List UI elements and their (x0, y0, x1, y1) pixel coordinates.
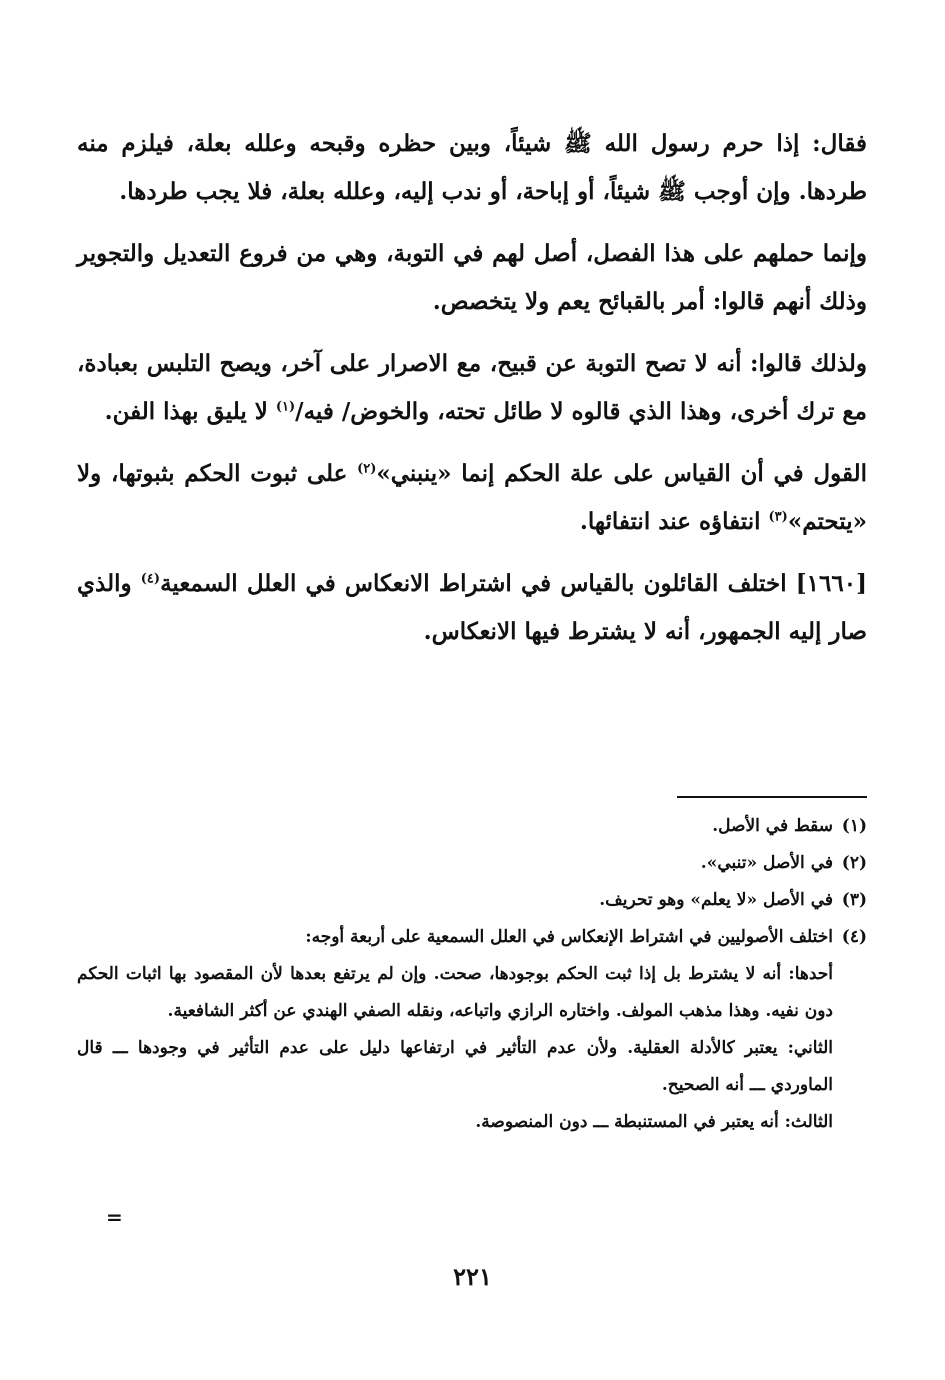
footnote-2 (77, 845, 867, 882)
footnotes (77, 808, 867, 1141)
footnote-ref-4: (٤) (140, 571, 161, 587)
footnote-separator (677, 796, 867, 798)
paragraph-4-text-b: على ثبوت الحكم بثبوتها، ولا «يتحتم» (77, 460, 867, 535)
footnote-4 (77, 919, 867, 956)
paragraph-3-text-b: لا يليق بهذا الفن. (104, 398, 276, 425)
main-text (77, 120, 867, 670)
paragraph-3-text-a: ولذلك قالوا: أنه لا تصح التوبة عن قبيح، مع الاصرار على آخر، ويصح التلبس بعبادة، مع ترك أخرى، وهذا الذي قالوه لا طائل تحته، والخوض/ فيه/ (77, 350, 867, 425)
footnote-number: (٤) (841, 927, 867, 947)
footnote-text: اختلف الأصوليين في اشتراط الإنعكاس في العلل السمعية على أربعة أوجه: (305, 927, 833, 947)
footnote-text: سقط في الأصل. (712, 816, 833, 836)
footnote-1 (77, 808, 867, 845)
footnote-4-third-view: الثالث: أنه يعتبر في المستنبطة ـــ دون المنصوصة. (475, 1112, 833, 1132)
footnote-4-second-view: الثاني: يعتبر كالأدلة العقلية. ولأن عدم التأثير في ارتفاعها دليل على عدم التأثير في وجودها ـــ قال الماوردي ـــ أنه الصحيح. (77, 1038, 833, 1095)
paragraph-5-text-b: والذي صار إليه الجمهور، أنه لا يشترط فيها الانعكاس. (77, 570, 867, 645)
footnote-text: في الأصل «تنبي». (700, 853, 833, 873)
footnote-text: في الأصل «لا يعلم» وهو تحريف. (599, 890, 833, 910)
footnote-number: (٣) (841, 890, 867, 910)
paragraph-3 (77, 340, 867, 436)
paragraph-4-text-c: انتفاؤه عند انتفائها. (579, 508, 769, 535)
continuation-mark: = (106, 1205, 123, 1229)
paragraph-1: فقال: إذا حرم رسول الله ﷺ شيئاً، وبين حظره وقبحه وعلله بعلة، فيلزم منه طردها. وإن أوجب ﷺ شيئاً، أو إباحة، أو ندب إليه، وعلله بعلة، فلا يجب طردها. (77, 130, 867, 205)
paragraph-5-text-a: [١٦٦٠] اختلف القائلون بالقياس في اشتراط الانعكاس في العلل السمعية (160, 570, 867, 597)
paragraph-2: وإنما حملهم على هذا الفصل، أصل لهم في التوبة، وهي من فروع التعديل والتجوير وذلك أنهم قالوا: أمر بالقبائح يعم ولا يتخصص. (77, 240, 867, 315)
footnote-4-first-view: أحدها: أنه لا يشترط بل إذا ثبت الحكم بوجودها، صحت. وإن لم يرتفع بعدها لأن المقصود بها اثبات الحكم دون نفيه. وهذا مذهب المولف. واختاره الرازي واتباعه، ونقله الصفي الهندي عن أكثر الشافعية. (77, 964, 833, 1021)
page-number: ٢٢١ (453, 1262, 492, 1291)
footnote-number: (١) (841, 816, 867, 836)
footnote-ref-2: (٢) (357, 461, 377, 477)
paragraph-4-text-a: القول في أن القياس على علة الحكم إنما «ينبني» (376, 460, 867, 487)
footnote-number: (٢) (841, 853, 867, 873)
footnote-ref-1: (١) (275, 399, 296, 415)
footnote-3 (77, 882, 867, 919)
footnote-ref-3: (٣) (768, 509, 788, 525)
paragraph-5 (77, 560, 867, 656)
paragraph-4 (77, 450, 867, 546)
